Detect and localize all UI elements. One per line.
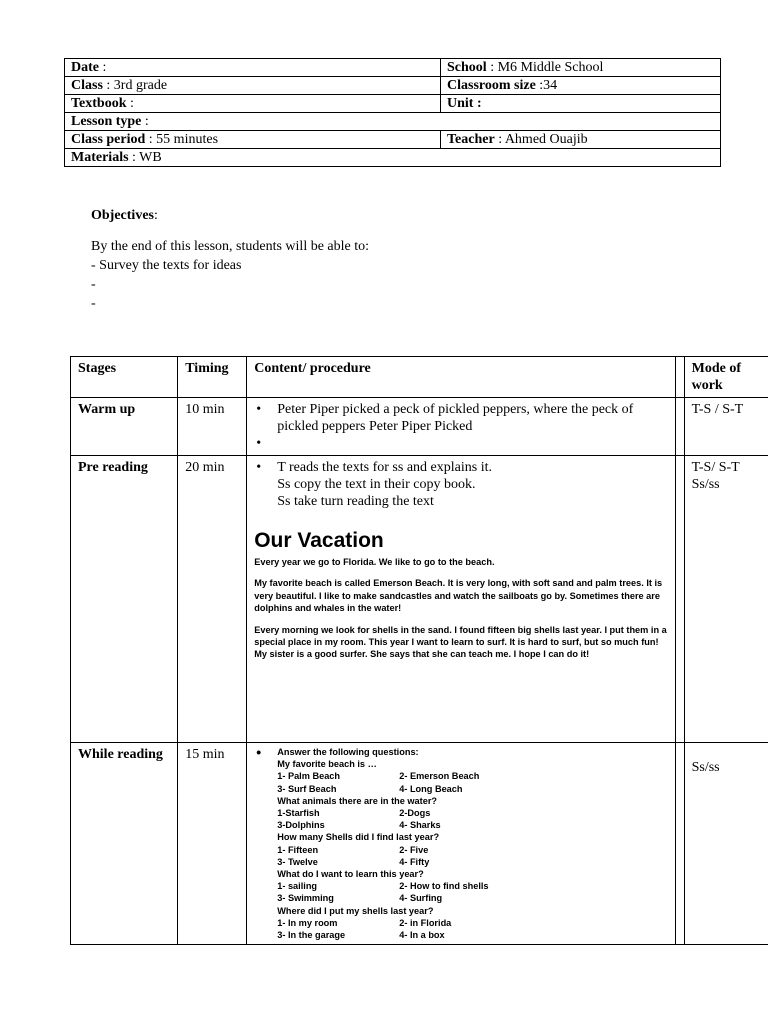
pre-reading-mode-line: Ss/ss: [691, 477, 720, 492]
pre-reading-line: Ss copy the text in their copy book.: [277, 477, 476, 492]
question: What do I want to learn this year?: [277, 869, 424, 880]
objectives-colon: :: [153, 208, 158, 223]
warm-up-bullet-empty: [254, 435, 668, 452]
warm-up-content: [247, 398, 676, 456]
class-period-value: : 55 minutes: [145, 132, 219, 147]
textbook-cell: [65, 95, 441, 113]
class-period-cell: [65, 131, 441, 149]
lesson-type-cell: [65, 113, 721, 131]
warm-up-mode: T-S / S-T: [684, 398, 768, 456]
date-value: :: [99, 60, 107, 75]
option: 4- Fifty: [399, 856, 430, 867]
classroom-size-cell: [441, 77, 721, 95]
option: 4- Sharks: [399, 820, 441, 831]
objective-item: - Survey the texts for ideas: [91, 258, 242, 273]
class-cell: [65, 77, 441, 95]
blank-cell: [676, 743, 684, 945]
option: 4- Long Beach: [399, 783, 463, 794]
option: 1- In my room: [277, 917, 338, 928]
while-reading-bullets: [254, 746, 668, 941]
pre-reading-content: [247, 456, 676, 743]
reading-text-title: Our Vacation: [254, 529, 384, 552]
while-reading-row: [71, 743, 768, 945]
reading-text-paragraph: Every year we go to Florida. We like to go to the beach.: [254, 557, 495, 567]
option-row: [277, 892, 668, 904]
header-content: Content/ procedure: [247, 357, 676, 398]
info-row: [65, 149, 721, 167]
option: 1- Fifteen: [277, 844, 319, 855]
objective-item: -: [91, 277, 96, 292]
lesson-type-value: :: [141, 114, 149, 129]
question: What animals there are in the water?: [277, 795, 438, 806]
question: Where did I put my shells last year?: [277, 905, 434, 916]
lesson-plan-table: [70, 356, 768, 945]
header-stages: Stages: [71, 357, 178, 398]
warm-up-stage: Warm up: [71, 398, 178, 456]
option-row: [277, 880, 668, 892]
classroom-size-value: :34: [535, 78, 558, 93]
while-reading-stage: While reading: [71, 743, 178, 945]
materials-label: Materials: [71, 150, 129, 165]
header-timing: Timing: [178, 357, 247, 398]
unit-label: Unit :: [447, 96, 482, 111]
option: 2- How to find shells: [399, 881, 489, 892]
question: How many Shells did I find last year?: [277, 832, 440, 843]
date-label: Date: [71, 60, 99, 75]
header-row: [71, 357, 768, 398]
question: My favorite beach is …: [277, 759, 377, 770]
warm-up-bullets: [254, 401, 668, 452]
option: 2-Dogs: [399, 808, 431, 819]
objectives-heading: [91, 206, 369, 225]
textbook-label: Textbook: [71, 96, 127, 111]
option-row: [277, 783, 668, 795]
reading-text-paragraph: My favorite beach is called Emerson Beach. It is very long, with soft sand and palm trees. It is very beautiful. I like to make sandcastles and watch the sailboats go by. Sometimes there are dolphins and whales in the water!: [254, 578, 663, 614]
class-period-label: Class period: [71, 132, 146, 147]
info-row: [65, 131, 721, 149]
school-cell: [441, 59, 721, 77]
objectives-intro: By the end of this lesson, students will be able to:: [91, 239, 370, 254]
unit-cell: [441, 95, 721, 113]
teacher-cell: [441, 131, 721, 149]
pre-reading-mode-line: T-S/ S-T: [691, 460, 740, 475]
materials-cell: [65, 149, 721, 167]
option: 2- Emerson Beach: [399, 771, 480, 782]
while-reading-mode: Ss/ss: [684, 743, 768, 945]
option: 3- Swimming: [277, 893, 334, 904]
class-value: : 3rd grade: [102, 78, 168, 93]
pre-reading-mode: [684, 456, 768, 743]
date-cell: [65, 59, 441, 77]
while-reading-content: [247, 743, 676, 945]
reading-text-paragraph: Every morning we look for shells in the sand. I found fifteen big shells last year. I put them in a special place in my room. This year I want to learn to surf. It is hard to surf, but so much fun! My sister is a good surfer. She says that she can teach me. I hope I can do it!: [254, 624, 667, 660]
option: 3- In the garage: [277, 930, 346, 941]
option: 4- In a box: [399, 930, 445, 941]
option: 3- Surf Beach: [277, 783, 337, 794]
option-row: [277, 819, 668, 831]
warm-up-row: [71, 398, 768, 456]
option-row: [277, 856, 668, 868]
option-row: [277, 929, 668, 941]
pre-reading-bullets: [254, 459, 668, 476]
pre-reading-row: [71, 456, 768, 743]
option: 1- sailing: [277, 881, 318, 892]
pre-reading-stage: Pre reading: [71, 456, 178, 743]
blank-cell: [676, 398, 684, 456]
school-label: School: [447, 60, 487, 75]
option: 4- Surfing: [399, 893, 443, 904]
pre-reading-line: • T reads the texts for ss and explains it.: [254, 459, 668, 476]
option: 2- Five: [399, 844, 429, 855]
option: 2- in Florida: [399, 917, 452, 928]
info-row: [65, 59, 721, 77]
option: 3-Dolphins: [277, 820, 325, 831]
classroom-size-label: Classroom size: [447, 78, 536, 93]
warm-up-bullet: • Peter Piper picked a peck of pickled peppers, where the peck of pickled peppers Peter Piper Picked: [254, 401, 668, 435]
option-row: [277, 844, 668, 856]
option: 3- Twelve: [277, 856, 318, 867]
pre-reading-line: Ss take turn reading the text: [277, 494, 434, 509]
option-row: [277, 807, 668, 819]
while-reading-timing: 15 min: [178, 743, 247, 945]
pre-reading-timing: 20 min: [178, 456, 247, 743]
option: 1- Palm Beach: [277, 771, 341, 782]
teacher-value: : Ahmed Ouajib: [494, 132, 588, 147]
info-row: [65, 95, 721, 113]
class-label: Class: [71, 78, 103, 93]
warm-up-timing: 10 min: [178, 398, 247, 456]
lesson-info-table: [64, 58, 721, 167]
option-row: [277, 770, 668, 782]
objectives-section: [91, 206, 369, 313]
header-blank: [676, 357, 684, 398]
info-row: [65, 77, 721, 95]
questions-block: [254, 746, 668, 941]
option-row: [277, 917, 668, 929]
blank-cell: [676, 456, 684, 743]
info-row: [65, 113, 721, 131]
objectives-title: Objectives: [91, 208, 154, 223]
school-value: : M6 Middle School: [486, 60, 604, 75]
teacher-label: Teacher: [447, 132, 495, 147]
lesson-type-label: Lesson type: [71, 114, 142, 129]
header-mode: Mode of work: [684, 357, 768, 398]
objective-item: -: [91, 296, 96, 311]
textbook-value: :: [126, 96, 134, 111]
materials-value: : WB: [128, 150, 162, 165]
option: 1-Starfish: [277, 808, 320, 819]
questions-instruction: • Answer the following questions:: [277, 747, 419, 757]
